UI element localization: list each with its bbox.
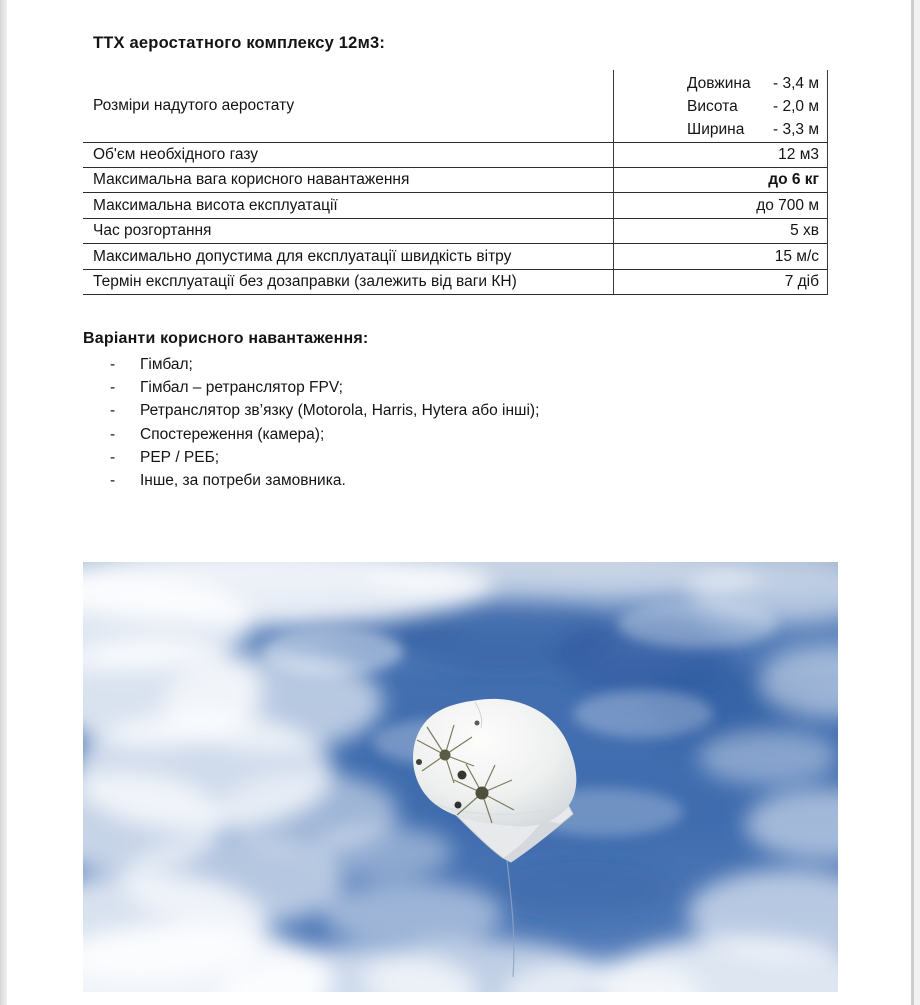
list-item-text: Інше, за потреби замовника. [140,472,346,490]
page-right-edge-strip [914,0,920,1005]
list-item-text: Спостереження (камера); [140,425,325,443]
spec-label: Максимальна висота експлуатації [93,196,338,214]
spec-value: 12 м3 [613,143,827,167]
list-marker: - [110,402,116,420]
spec-value: 15 м/с [613,244,827,269]
spec-label: Час розгортання [93,222,212,239]
dimension-name: Висота [687,97,738,115]
spec-table [83,70,828,295]
dimension-name: Ширина [687,120,745,138]
table-row [83,168,827,193]
list-item-text: Гімбал – ретранслятор FPV; [140,379,343,397]
spec-value: 5 хв [613,219,827,243]
dimension-value: - 2,0 м [773,97,819,115]
table-row [83,70,827,143]
dimension-name: Довжина [687,74,751,92]
dimension-value: - 3,3 м [773,120,819,138]
list-item [110,353,750,376]
list-item [110,446,750,469]
payload-section-heading: Варіанти корисного навантаження: [83,330,369,347]
list-marker: - [110,448,116,466]
spec-value: 7 діб [613,270,827,294]
dimension-line [687,72,819,95]
page-title: ТТХ аеростатного комплексу 12м3: [93,34,386,52]
list-item [110,469,750,492]
list-item-text: Гімбал; [140,356,193,373]
aerostat-sky-photo [83,562,838,992]
spec-label: Об'єм необхідного газу [93,146,259,163]
dimension-line [687,95,819,118]
list-item-text: РЕР / РЕБ; [140,448,220,466]
spec-label: Максимально допустима для експлуатації швидкість вітру [93,247,512,265]
page-left-edge [0,0,7,1005]
table-row [83,244,827,270]
table-row [83,219,827,244]
table-row [83,193,827,219]
list-item [110,399,750,422]
sky-photo-illustration [83,562,838,992]
dimension-lines [687,72,819,141]
payload-list [110,353,750,492]
list-marker: - [110,356,116,373]
spec-value: до 700 м [613,193,827,218]
spec-label: Максимальна вага корисного навантаження [93,171,410,188]
spec-value: до 6 кг [613,168,827,192]
list-marker: - [110,425,116,443]
spec-value [613,70,827,142]
list-item [110,376,750,399]
spec-label: Розміри надутого аеростату [93,97,295,114]
dimension-line [687,118,819,141]
spec-label: Термін експлуатації без дозаправки (залежить від ваги КН) [93,273,517,290]
dimension-value: - 3,4 м [773,74,819,92]
list-marker: - [110,379,116,397]
table-row [83,270,827,295]
list-item [110,423,750,446]
list-marker: - [110,472,116,490]
table-row [83,143,827,168]
list-item-text: Ретранслятор зв’язку (Motorola, Harris, Hytera або інші); [140,402,540,420]
